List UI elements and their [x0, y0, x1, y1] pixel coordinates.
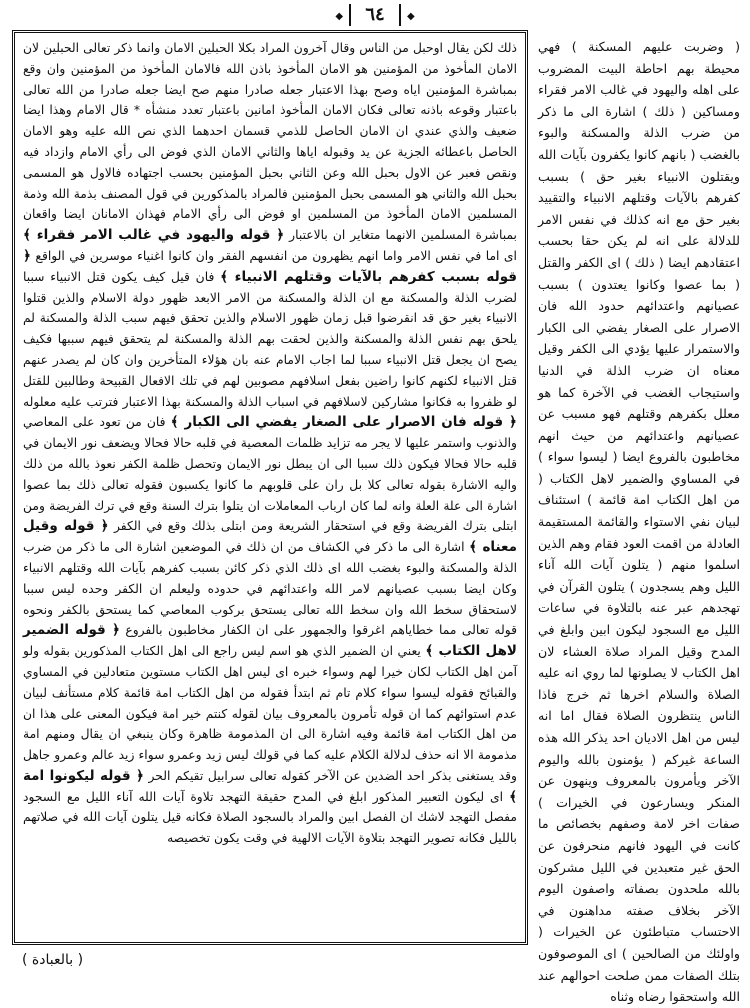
page-header	[0, 0, 750, 32]
tafsir-side-column	[536, 30, 744, 1005]
commentary-paragraph: اى اما في نفس الامر واما انهم يظهرون من انفسهم الفقر وان كانوا اغنياء موسرين في الواقع	[35, 248, 517, 263]
commentary-paragraph: يعني ان الضمير الذي هو اسم ليس راجع الى اهل الكتاب المذكورين بقوله ولو آمن اهل الكتاب لكان خيرا لهم وسواء خبره اى ليس اهل الكتاب مستوين متعادلين في المساوي والقبائح فقوله ليسوا سواء كلام تام ثم ابتدأ فقوله من اهل الكتاب امة قائمة كلام مستأنف لبيان عدم استوائهم كما ان قوله تأمرون بالمعروف بيان لقوله كنتم خير امة فيكون المعنى على هذا ان من اهل الكتاب امة قائمة وفيه اشارة الى ان المذمومة ظاهرة وكان ينبغي ان يقال ومنهم امة مذمومة الا انه حذف لدلالة الكلام عليه كما في قولك ليس زيد وعمرو سواء زيد عالم وعمرو جاهل وقد يستغنى بذكر احد الضدين عن الآخر كقوله تعالى سرابيل تقيكم الحر	[23, 644, 517, 783]
commentary-paragraph: اى ليكون التعبير المذكور ابلغ في المدح حقيقة التهجد تلاوة آيات الله آناء الليل مع السجود مفصل التهجد لاشك ان الفصل ابين والمراد بالسجود الصلاة فكانه قيل يتلون آيات الله في صلاتهم بالليل فكانه تصوير التهجد بتلاوة الآيات الالهية في وقت يكون تخصيصه	[23, 789, 517, 846]
commentary-paragraph: فان قيل كيف يكون قتل الانبياء سببا لضرب الذلة والمسكنة مع ان الذلة والمسكنة من الامر الابعد ظهور دولة الاسلام والذين قتلوا الانبياء بغير حق قد انقرضوا قبل زمان ظهور الاسلام والذين تحقق فيهم سبب الذلة والمسكنة لم يلحق بهم نفس الذلة والمسكنة والذين لحقت بهم الذلة والمسكنة لم يتحقق فيهم سببها فكيف يصح ان يجعل قتل الانبياء سببا لما اجاب الامام عنه بان هؤلاء المتأخرين وان كان لم يصدر عنهم قتل الانبياء لكنهم كانوا راضين بفعل اسلافهم مصوبين لهم في تلك الافعال القبيحة وطالبين للقتل لو ظفروا به فكانوا مشاركين لاسلافهم في اسباب الذلة والمسكنة بهذا الاعتبار فترتب عليه معلوله	[23, 269, 517, 409]
commentary-paragraph: ذلك لكن يقال اوحبل من الناس وقال آخرون المراد بكلا الحبلين الامان وانما ذكر تعالى الحبلين لان الامان المأخوذ من المؤمنين هو الامان المأخوذ باذن الله فالامان المأخوذ من المؤمنين وان وقع بمباشرة المؤمنين اياه وصح بهذا الاعتبار جعله صادرا منهم صح ايضا جعله صادرا من الله تعالى باعتبار وقوعه باذنه تعالى فكان الامان المأخوذ امانين باعتبار تعدد منشأه * قال الامام وهذا ايضا ضعيف والذي عندي ان الامان الحاصل للذمي قسمان احدهما الذي نص الله عليه وهو الامان الحاصل باعطائه الجزية عن يد وقبوله اياها والثاني الامان الذي فوض الى رأي الامام وازداد فيه ونقص فعبر عن الاول بحبل الله وعن الثاني بحبل المؤمنين بحسب اجتهاده فالاول هو المسمى بحبل الله والثاني هو المسمى بحبل المؤمنين فالمراد بالمذكورين في قول المصنف بذمة الله وذمة المسلمين الامان المأخوذ من المسلمين او فوض الى رأي الامام فهذان الامانان ايضا واقعان بمباشرة المسلمين الانهما متغاير ان بالاعتبار	[23, 41, 517, 243]
commentary-heading: ﴿ قوله الضمير لاهل الكتاب ﴾	[23, 622, 517, 659]
commentary-heading: ﴿ قوله وقيل معناه ﴾	[23, 518, 517, 555]
page-number: ◆ ٦٤ ◆	[349, 4, 400, 26]
tafsir-paragraph: ( وضربت عليهم المسكنة ) فهي محيطة بهم احاطة البيت المضروب على اهله واليهود في غالب الامر فقراء ومساكين ( ذلك ) اشارة الى ما ذكر من ضرب الذلة والمسكنة والبوء بالغضب ( بانهم كانوا يكفرون بآيات الله ويقتلون الانبياء بغير حق ) بسبب كفرهم بالآيات وقتلهم الانبياء والتقييد بغير حق مع انه كذلك في نفس الامر للدلالة على انه لم يكن حقا بحسب اعتقادهم ايضا ( ذلك ) اى الكفر والقتل ( بما عصوا وكانوا يعتدون ) بسبب عصيانهم واعتدائهم حدود الله فان الاصرار على الصغار يفضي الى الكبار والاستمرار عليها يؤدي الى الكفر وقيل معناه ان ضرب الذلة في الدنيا واستيجاب الغضب في الآخرة كما هو معلل بكفرهم وقتلهم فهو مسبب عن عصيانهم واعتدائهم من حيث انهم مخاطبون بالفروع ايضا ( ليسوا سواء ) في المساوي والضمير لاهل الكتاب ( من اهل الكتاب امة قائمة ) استئناف لبيان نفي الاستواء والقائمة المستقيمة العادلة من اقمت العود فقام وهم الذين اسلموا منهم ( يتلون آيات الله آناء الليل وهم يسجدون ) يتلون القرآن في تهجدهم عبر عنه بالتلاوة في ساعات الليل مع السجود ليكون ابين وابلغ في المدح وقيل المراد صلاة العشاء لان اهل الكتاب لا يصلونها لما روي انه عليه الصلاة والسلام اخرها ثم خرج فاذا الناس ينتظرون الصلاة فقال اما انه ليس من اهل الاديان احد يذكر الله هذه الساعة غيركم ( يؤمنون بالله واليوم الآخر ويأمرون بالمعروف وينهون عن المنكر ويسارعون في الخيرات ) صفات اخر لامة وصفهم بخصائص ما كانت في اليهود فانهم منحرفون عن الحق غير متعبدين في الليل مشركون بالله ملحدون بصفاته واصفون اليوم الآخر بخلاف صفته مداهنون في الاحتساب متباطئون عن الخيرات ( واولئك من الصالحين ) اى الموصوفون بتلك الصفات ممن صلحت احوالهم عند الله واستحقوا رضاه وثناه	[538, 39, 740, 1005]
commentary-heading: ﴿ قوله واليهود في غالب الامر فقراء ﴾	[23, 227, 284, 243]
commentary-text-block	[12, 30, 528, 945]
commentary-paragraph: فان من تعود على المعاصي والذنوب واستمر عليها لا يجر مه تزايد ظلمات المعصية في قلبه حالا فحالا ويضعف نور الايمان في قلبه حالا فحالا فيكون ذلك سببا الى ان يبطل نور الايمان وتحصل ظلمة الكفر نعوذ بالله من ذلك واليه الاشارة بقوله تعالى كلا بل ران على قلوبهم ما كانوا يكسبون فقوله تعالى ذلك بما عصوا اشارة الى علة العلة وانه لما كان ارباب المعاملات ان يتلوا بترك السنة وقع في ترك الفريضة ومن ابتلى بترك الفريضة وقع في استحقار الشريعة ومن ابتلى بذلك وقع في الكفر	[23, 415, 517, 534]
commentary-heading: ﴿ قوله فان الاصرار على الصغار يفضي الى الكبار ﴾	[171, 414, 517, 430]
commentary-paragraph: اشارة الى ما ذكر في الكشاف من ان ذلك في الموضعين اشارة الى ما ذكر من ضرب الذلة والمسكنة والبوء بغضب الله اى ذلك الذي ذكر كائن بسبب كفرهم بآيات الله وقتلهم الانبياء وكان ايضا بسبب عصيانهم لامر الله واعتدائهم في حدوده وليعلم ان الكفر وحده ليس سببا لاستحقاق سخط الله وان سخط الله تعالى يستحق بركوب المعاصي كما يستحق بالكفر ونحوه قوله تعالى مما خطاياهم اغرقوا والجمهور على ان الكفار مخاطبون بالفروع	[23, 540, 517, 638]
footer-catchword: ( بالعبادة )	[22, 952, 84, 968]
commentary-heading: ﴿ قوله ليكونوا امة ﴾	[23, 768, 517, 805]
commentary-heading: ﴿ قوله بسبب كفرهم بالآيات وقتلهم الانبياء ﴾	[23, 248, 517, 285]
